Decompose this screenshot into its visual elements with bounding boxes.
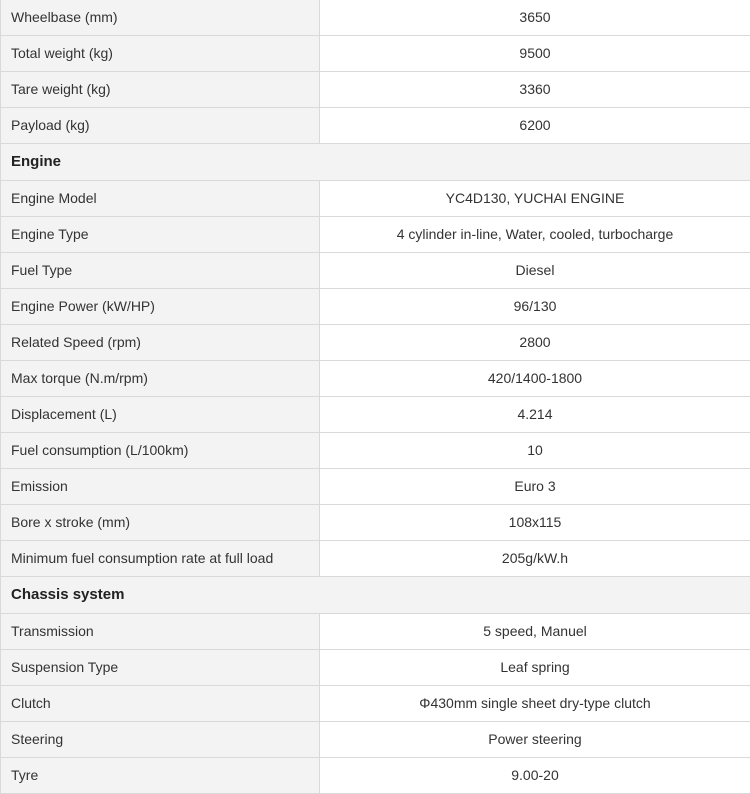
- spec-label: Steering: [1, 722, 320, 758]
- spec-value: 420/1400-1800: [320, 361, 750, 397]
- spec-value: YC4D130, YUCHAI ENGINE: [320, 181, 750, 217]
- spec-value: 5 speed, Manuel: [320, 614, 750, 650]
- spec-label: Transmission: [1, 614, 320, 650]
- table-row: [1, 108, 750, 144]
- table-row: [1, 469, 750, 505]
- table-row: [1, 72, 750, 108]
- spec-label: Bore x stroke (mm): [1, 505, 320, 541]
- spec-value: 6200: [320, 108, 750, 144]
- spec-label: Minimum fuel consumption rate at full load: [1, 541, 320, 577]
- table-row: [1, 541, 750, 577]
- table-row: [1, 433, 750, 469]
- spec-label: Displacement (L): [1, 397, 320, 433]
- table-row: [1, 253, 750, 289]
- table-row: [1, 289, 750, 325]
- spec-value: Diesel: [320, 253, 750, 289]
- table-row: [1, 36, 750, 72]
- spec-value: Φ430mm single sheet dry-type clutch: [320, 686, 750, 722]
- table-row: [1, 686, 750, 722]
- table-row: [1, 0, 750, 36]
- spec-label: Suspension Type: [1, 650, 320, 686]
- spec-value: Power steering: [320, 722, 750, 758]
- spec-label: Tare weight (kg): [1, 72, 320, 108]
- spec-value: Leaf spring: [320, 650, 750, 686]
- spec-label: Related Speed (rpm): [1, 325, 320, 361]
- spec-label: Engine Power (kW/HP): [1, 289, 320, 325]
- spec-label: Fuel consumption (L/100km): [1, 433, 320, 469]
- spec-value: 9.00-20: [320, 758, 750, 794]
- spec-value: 4.214: [320, 397, 750, 433]
- spec-label: Tyre: [1, 758, 320, 794]
- spec-label: Clutch: [1, 686, 320, 722]
- spec-value: 4 cylinder in-line, Water, cooled, turbocharge: [320, 217, 750, 253]
- table-row: [1, 505, 750, 541]
- spec-label: Wheelbase (mm): [1, 0, 320, 36]
- spec-value: 2800: [320, 325, 750, 361]
- spec-label: Total weight (kg): [1, 36, 320, 72]
- spec-value: 9500: [320, 36, 750, 72]
- spec-value: 10: [320, 433, 750, 469]
- table-row: [1, 217, 750, 253]
- spec-label: Emission: [1, 469, 320, 505]
- spec-value: Euro 3: [320, 469, 750, 505]
- section-title: Engine: [1, 144, 750, 181]
- table-row: [1, 758, 750, 794]
- spec-value: 3650: [320, 0, 750, 36]
- spec-label: Fuel Type: [1, 253, 320, 289]
- section-title: Chassis system: [1, 577, 750, 614]
- spec-label: Engine Type: [1, 217, 320, 253]
- table-row: [1, 361, 750, 397]
- section-header-engine: [1, 144, 750, 181]
- spec-label: Max torque (N.m/rpm): [1, 361, 320, 397]
- spec-value: 205g/kW.h: [320, 541, 750, 577]
- spec-table-body: [1, 0, 750, 794]
- spec-label: Payload (kg): [1, 108, 320, 144]
- table-row: [1, 650, 750, 686]
- table-row: [1, 722, 750, 758]
- spec-value: 3360: [320, 72, 750, 108]
- table-row: [1, 397, 750, 433]
- spec-value: 96/130: [320, 289, 750, 325]
- table-row: [1, 181, 750, 217]
- spec-value: 108x115: [320, 505, 750, 541]
- table-row: [1, 614, 750, 650]
- spec-label: Engine Model: [1, 181, 320, 217]
- section-header-chassis: [1, 577, 750, 614]
- table-row: [1, 325, 750, 361]
